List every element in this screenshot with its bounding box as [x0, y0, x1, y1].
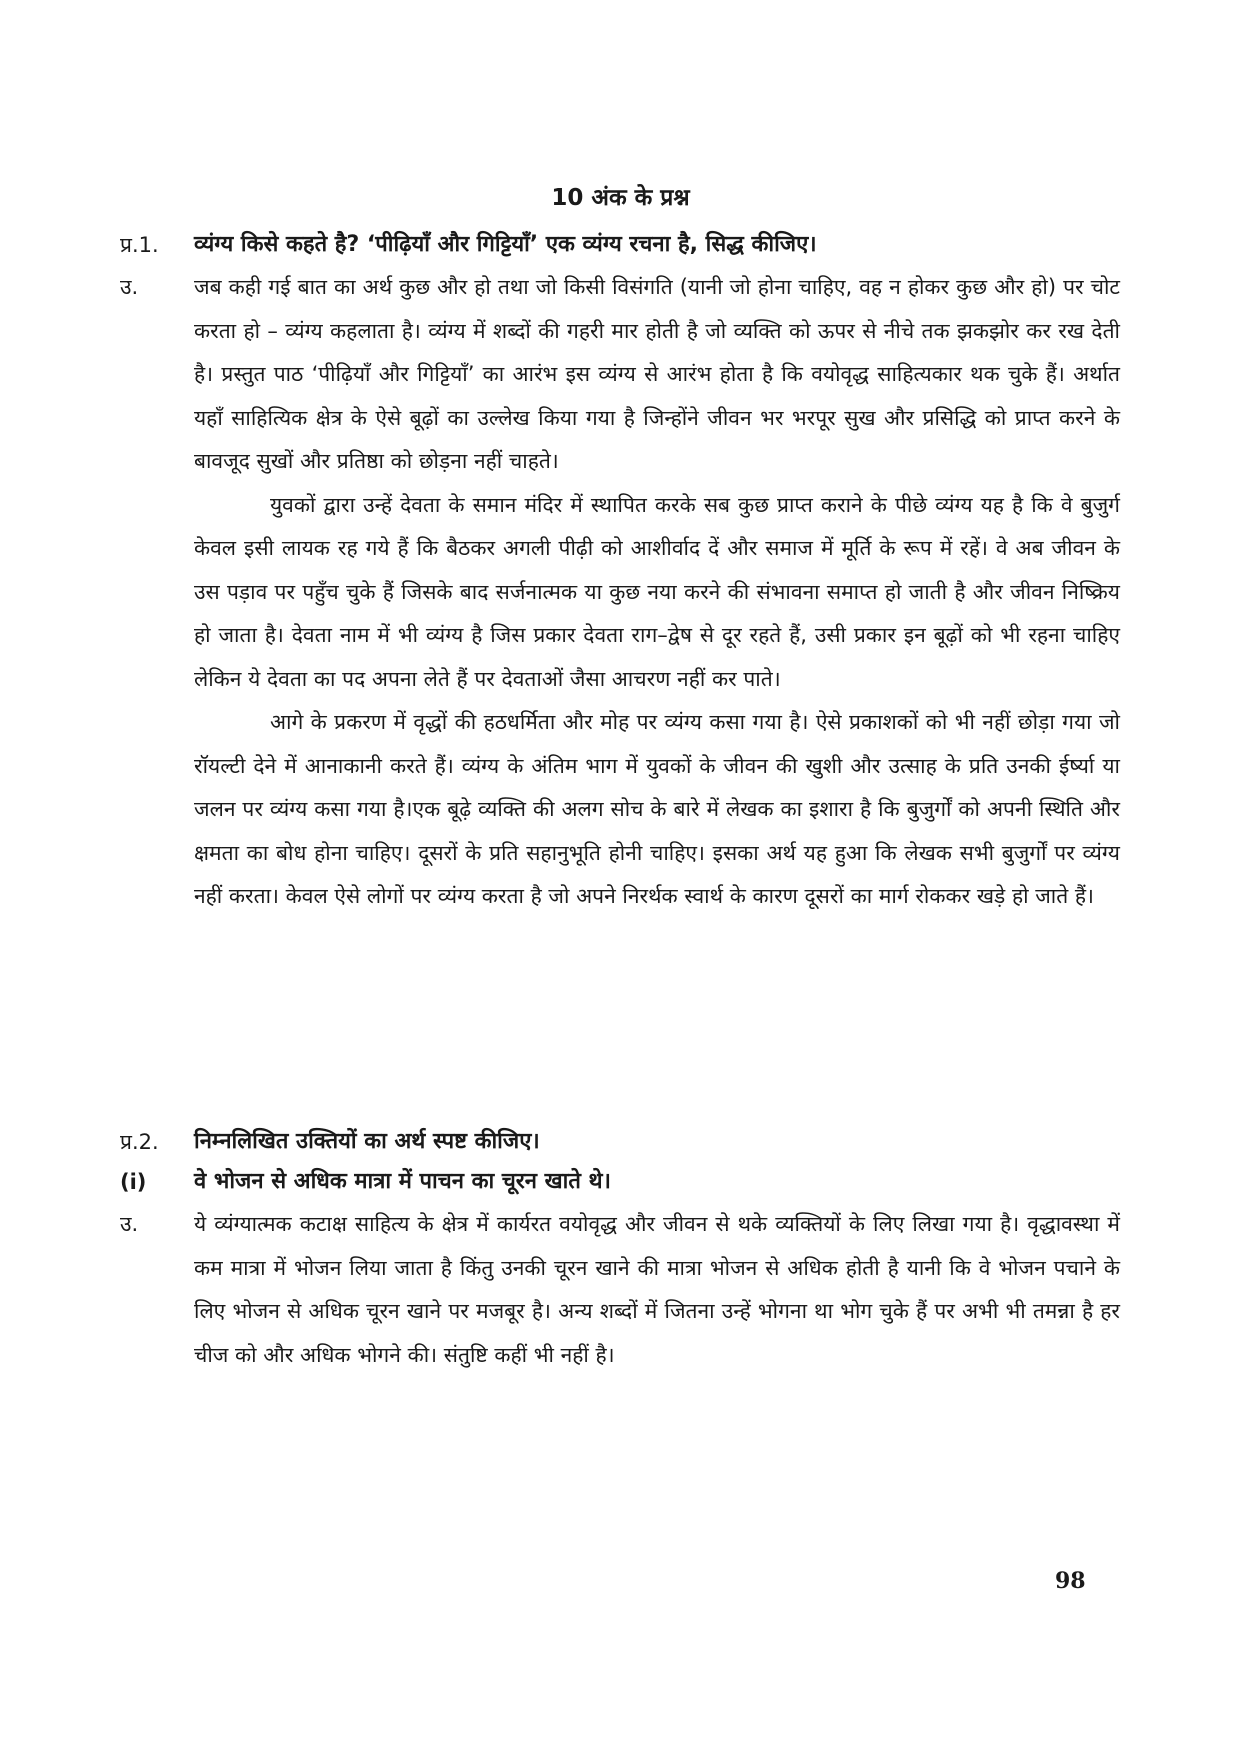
- answer-1-paragraph-3: आगे के प्रकरण में वृद्धों की हठधर्मिता और मोह पर व्यंग्य कसा गया है। ऐसे प्रकाशकों को भी नहीं छोड़ा गया जो रॉयल्टी देने में आनाकानी करते हैं। व्यंग्य के अंतिम भाग में युवकों के जीवन की खुशी और उत्साह के प्रति उनकी ईर्ष्या या जलन पर व्यंग्य कसा गया है।एक बूढ़े व्यक्ति की अलग सोच के बारे में लेखक का इशारा है कि बुजुर्गों को अपनी स्थिति और क्षमता का बोध होना चाहिए। दूसरों के प्रति सहानुभूति होनी चाहिए। इसका अर्थ यह हुआ कि लेखक सभी बुजुर्गों पर व्यंग्य नहीं करता। केवल ऐसे लोगों पर व्यंग्य करता है जो अपने निरर्थक स्वार्थ के कारण दूसरों का मार्ग रोककर खड़े हो जाते हैं।: [194, 710, 1120, 908]
- answer-2-paragraph-1: ये व्यंग्यात्मक कटाक्ष साहित्य के क्षेत्र में कार्यरत वयोवृद्ध और जीवन से थके व्यक्तियों के लिए लिखा गया है। वृद्धावस्था में कम मात्रा में भोजन लिया जाता है किंतु उनकी चूरन खाने की मात्रा भोजन से अधिक होती है यानी कि वे भोजन पचाने के लिए भोजन से अधिक चूरन खाने पर मजबूर है। अन्य शब्दों में जितना उन्हें भोगना था भोग चुके हैं पर अभी भी तमन्ना है हर चीज को और अधिक भोगने की। संतुष्टि कहीं भी नहीं है।: [194, 1212, 1120, 1367]
- question-2-part-i-label: (i): [120, 1170, 147, 1194]
- question-2-label: प्र.2.: [120, 1130, 159, 1154]
- question-2: [120, 1127, 1120, 1157]
- answer-2-body: [194, 1203, 1120, 1377]
- answer-1-paragraph-1: जब कही गई बात का अर्थ कुछ और हो तथा जो किसी विसंगति (यानी जो होना चाहिए, वह न होकर कुछ और हो) पर चोट करता हो – व्यंग्य कहलाता है। व्यंग्य में शब्दों की गहरी मार होती है जो व्यक्ति को ऊपर से नीचे तक झकझोर कर रख देती है। प्रस्तुत पाठ ‘पीढ़ियाँ और गिट्टियाँ’ का आरंभ इस व्यंग्य से आरंभ होता है कि वयोवृद्ध साहित्यकार थक चुके हैं। अर्थात यहाँ साहित्यिक क्षेत्र के ऐसे बूढ़ों का उल्लेख किया गया है जिन्होंने जीवन भर भरपूर सुख और प्रसिद्धि को प्राप्त करने के बावजूद सुखों और प्रतिष्ठा को छोड़ना नहीं चाहते।: [194, 275, 1120, 473]
- section-heading: 10 अंक के प्रश्न: [551, 185, 690, 211]
- answer-2-label: उ.: [120, 1212, 139, 1236]
- question-1-label: प्र.1.: [120, 233, 159, 257]
- question-1-text: व्यंग्य किसे कहते है? ‘पीढ़ियाँ और गिट्टियाँ’ एक व्यंग्य रचना है, सिद्ध कीजिए।: [194, 232, 817, 257]
- question-1: [120, 230, 1120, 260]
- answer-1: [120, 266, 1120, 919]
- answer-1-paragraph-2: युवकों द्वारा उन्हें देवता के समान मंदिर में स्थापित करके सब कुछ प्राप्त कराने के पीछे व्यंग्य यह है कि वे बुजुर्ग केवल इसी लायक रह गये हैं कि बैठकर अगली पीढ़ी को आशीर्वाद दें और समाज में मूर्ति के रूप में रहें। वे अब जीवन के उस पड़ाव पर पहुँच चुके हैं जिसके बाद सर्जनात्मक या कुछ नया करने की संभावना समाप्त हो जाती है और जीवन निष्क्रिय हो जाता है। देवता नाम में भी व्यंग्य है जिस प्रकार देवता राग–द्वेष से दूर रहते हैं, उसी प्रकार इन बूढ़ों को भी रहना चाहिए लेकिन ये देवता का पद अपना लेते हैं पर देवताओं जैसा आचरण नहीं कर पाते।: [194, 492, 1120, 691]
- question-2-part-i: [120, 1167, 1120, 1197]
- page-number: 98: [1055, 1568, 1086, 1594]
- question-2-part-i-text: वे भोजन से अधिक मात्रा में पाचन का चूरन खाते थे।: [194, 1169, 611, 1194]
- question-2-text: निम्नलिखित उक्तियों का अर्थ स्पष्ट कीजिए।: [194, 1129, 540, 1154]
- answer-1-label: उ.: [120, 275, 139, 299]
- answer-1-body: [194, 266, 1120, 919]
- answer-2: [120, 1203, 1120, 1377]
